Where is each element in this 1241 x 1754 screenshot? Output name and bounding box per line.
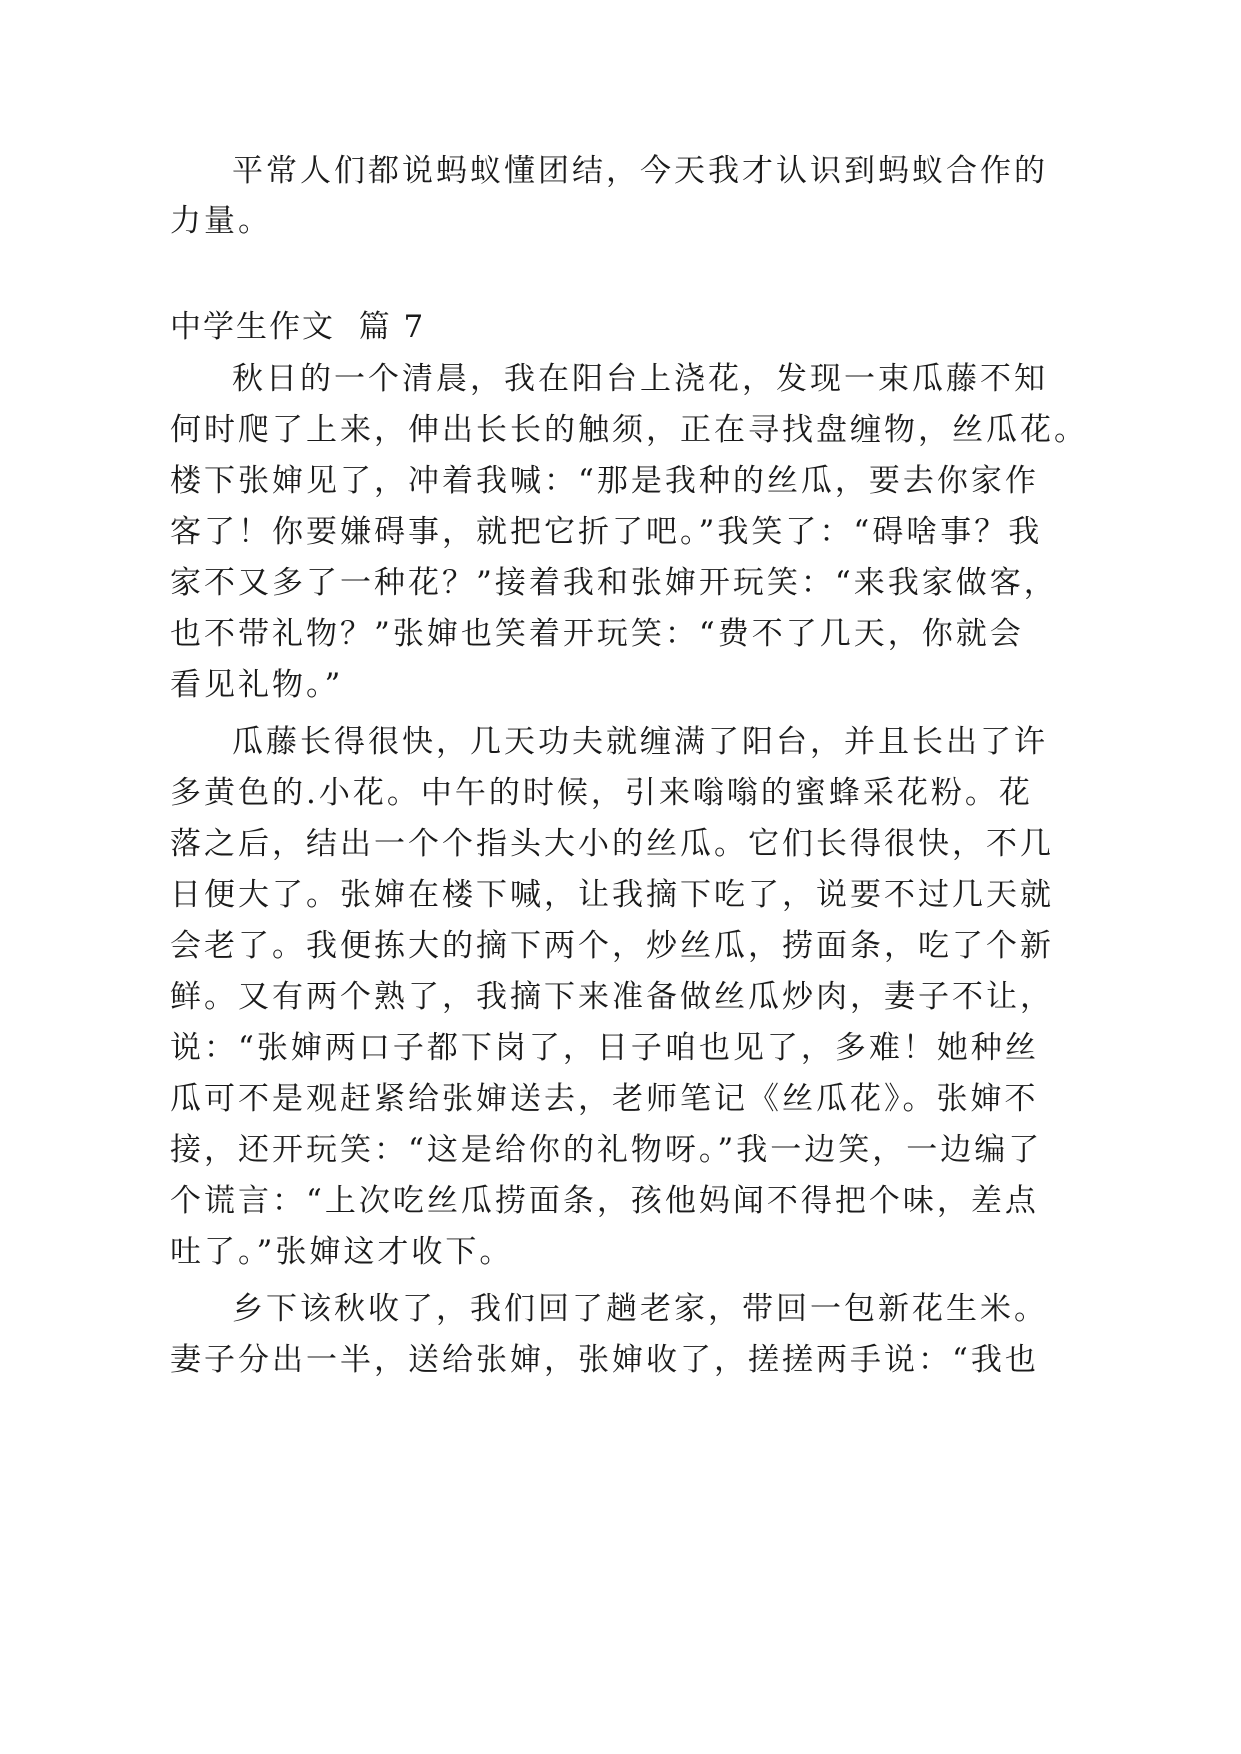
text-line: 楼下张婶见了，冲着我喊：“那是我种的丝瓜，要去你家作 (170, 463, 1039, 499)
text-line: 日便大了。张婶在楼下喊，让我摘下吃了，说要不过几天就 (170, 877, 1054, 913)
text-line: 平常人们都说蚂蚁懂团结，今天我才认识到蚂蚁合作的 (232, 153, 1048, 189)
text-line: 力量。 (170, 203, 272, 239)
text-line: 鲜。又有两个熟了，我摘下来准备做丝瓜炒肉，妻子不让， (170, 979, 1054, 1015)
section-heading: 中学生作文 篇 7 (170, 309, 426, 345)
text-line: 吐了。”张婶这才收下。 (170, 1234, 514, 1270)
text-line: 家不又多了一种花？”接着我和张婶开玩笑：“来我家做客， (170, 565, 1058, 601)
text-line: 会老了。我便拣大的摘下两个，炒丝瓜，捞面条，吃了个新 (170, 928, 1054, 964)
text-line: 个谎言：“上次吃丝瓜捞面条，孩他妈闻不得把个味，差点 (170, 1183, 1039, 1219)
text-line: 接，还开玩笑：“这是给你的礼物呀。”我一边笑，一边编了 (170, 1132, 1043, 1168)
text-line: 多黄色的.小花。中午的时候，引来嗡嗡的蜜蜂采花粉。花 (170, 775, 1033, 811)
text-line: 秋日的一个清晨，我在阳台上浇花，发现一束瓜藤不知 (232, 361, 1048, 397)
text-line: 客了！你要嫌碍事，就把它折了吧。”我笑了：“碍啥事？我 (170, 514, 1043, 550)
text-line: 乡下该秋收了，我们回了趟老家，带回一包新花生米。 (232, 1291, 1048, 1327)
text-line: 也不带礼物？”张婶也笑着开玩笑：“费不了几天，你就会 (170, 616, 1024, 652)
text-line: 妻子分出一半，送给张婶，张婶收了，搓搓两手说：“我也 (170, 1342, 1039, 1378)
text-line: 瓜藤长得很快，几天功夫就缠满了阳台，并且长出了许 (232, 724, 1048, 760)
text-line: 看见礼物。” (170, 667, 344, 703)
text-line: 何时爬了上来，伸出长长的触须，正在寻找盘缠物，丝瓜花。 (170, 412, 1088, 448)
text-line: 说：“张婶两口子都下岗了，日子咱也见了，多难！她种丝 (170, 1030, 1039, 1066)
text-line: 瓜可不是观赶紧给张婶送去，老师笔记《丝瓜花》。张婶不 (170, 1081, 1039, 1117)
text-line: 落之后，结出一个个指头大小的丝瓜。它们长得很快，不几 (170, 826, 1054, 862)
